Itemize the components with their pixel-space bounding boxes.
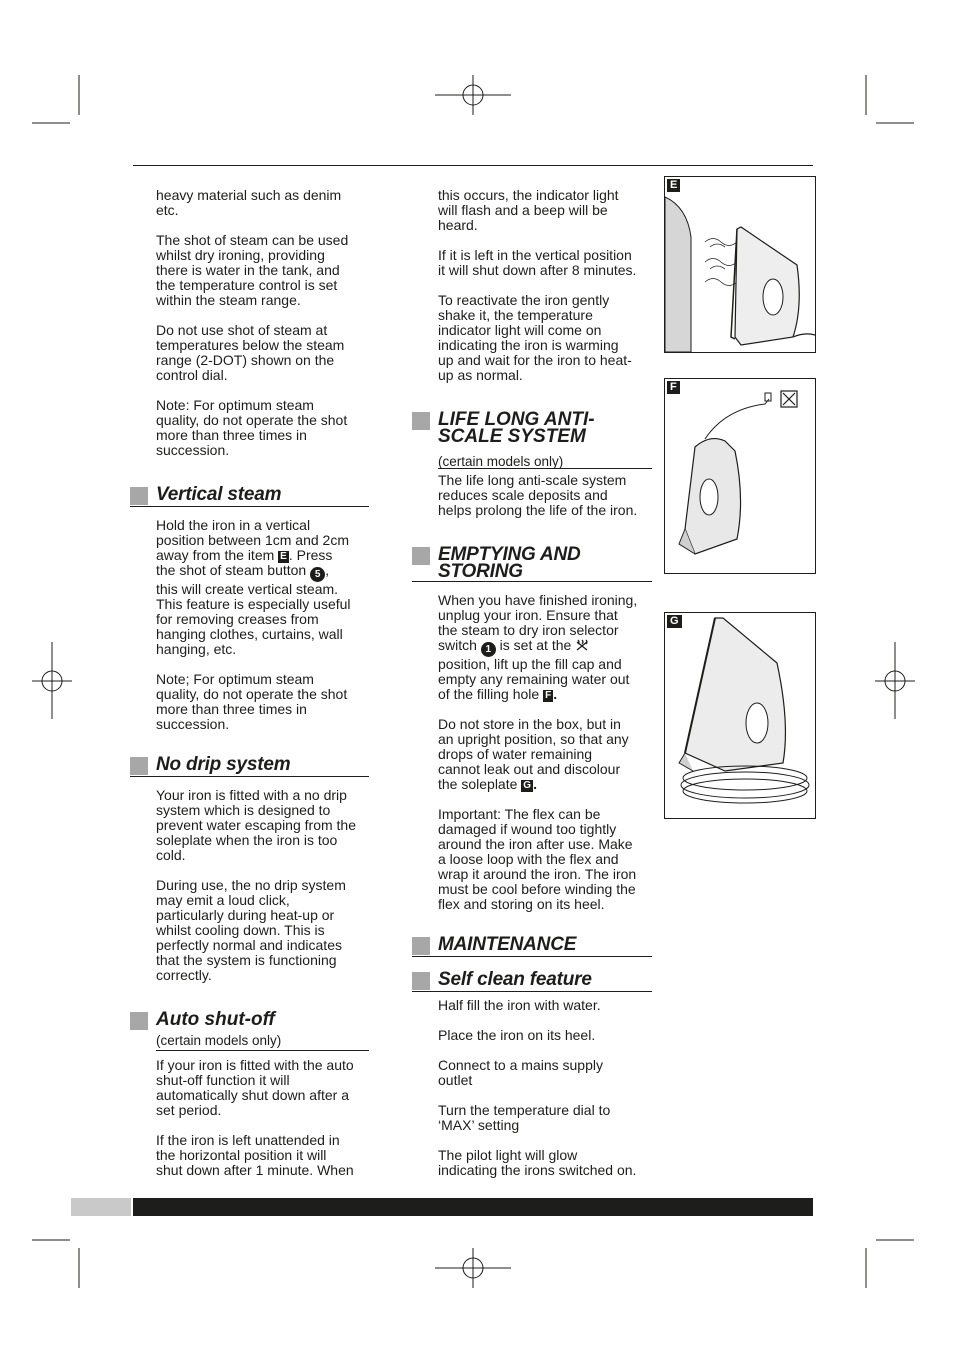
iron-emptying-illustration <box>665 379 815 573</box>
paragraph: The pilot light will glow indicating the irons switched on. <box>438 1147 637 1178</box>
paragraph: The shot of steam can be used whilst dry ironing, providing there is water in the tank, and the temperature control is set within the steam range. <box>156 232 349 308</box>
vertical-steam-body <box>156 518 372 747</box>
paragraph: If it is left in the vertical position it will shut down after 8 minutes. <box>438 247 637 278</box>
paragraph <box>438 717 654 792</box>
paragraph: this occurs, the indicator light will flash and a beep will be heard. <box>438 187 619 233</box>
section-title: EMPTYING AND STORING <box>438 544 581 582</box>
emptying-body <box>438 593 654 927</box>
column-2-intro <box>438 188 654 398</box>
column-1-intro <box>156 188 372 473</box>
heading-auto-shutoff <box>130 1011 369 1030</box>
paragraph: Turn the temperature dial to ‘MAX’ setting <box>438 1102 611 1133</box>
auto-shutoff-subtitle: (certain models only) <box>156 1033 369 1051</box>
figure-f <box>664 378 816 574</box>
paragraph <box>438 593 654 702</box>
paragraph: If your iron is fitted with the auto shut-off function it will automatically shut down after a set period. <box>156 1057 354 1118</box>
heading-vertical-steam <box>130 486 369 507</box>
figure-ref-e: E <box>280 551 287 562</box>
figure-ref-g: G <box>523 780 532 791</box>
paragraph <box>156 518 372 657</box>
button-number-5: 5 <box>310 567 325 582</box>
antiscale-body <box>438 473 654 533</box>
heading-marker <box>412 972 430 990</box>
heading-marker <box>130 487 148 505</box>
text-run: When you have finished ironing, unplug your iron. Ensure that the steam to dry iron selector switch <box>438 592 638 653</box>
paragraph: Place the iron on its heel. <box>438 1027 596 1043</box>
antiscale-subtitle: (certain models only) <box>438 454 652 469</box>
figure-label: G <box>667 615 682 628</box>
heading-marker <box>412 412 430 430</box>
paragraph: Connect to a mains supply outlet <box>438 1057 603 1088</box>
paragraph: Important: The flex can be damaged if wound too tightly around the iron after use. Make a loose loop with the flex and wrap it around the iron. The iron must be cool before winding the flex and storing on its heel. <box>438 806 637 912</box>
figure-e <box>664 176 816 353</box>
text-run: Do not store in the box, but in an upright position, so that any drops of water remaining cannot leak out and discolour the soleplate <box>438 716 629 792</box>
text-run: . Press the shot of steam button <box>156 547 333 578</box>
text-run: is set at the <box>495 637 576 653</box>
figure-g <box>664 612 816 819</box>
paragraph: Do not use shot of steam at temperatures below the steam range (2-DOT) shown on the control dial. <box>156 322 345 383</box>
heading-marker <box>412 547 430 565</box>
section-title: MAINTENANCE <box>438 934 577 955</box>
paragraph: The life long anti-scale system reduces scale deposits and helps prolong the life of the iron. <box>438 472 638 518</box>
heading-antiscale <box>412 411 652 445</box>
section-title: No drip system <box>156 754 291 775</box>
no-drip-body <box>156 788 372 998</box>
figure-ref-f: F <box>545 690 552 701</box>
auto-shutoff-body <box>156 1058 372 1193</box>
heading-self-clean <box>412 971 652 992</box>
iron-storing-illustration <box>665 613 815 818</box>
figure-label: F <box>667 381 680 394</box>
period: . <box>553 686 558 702</box>
paragraph: Note: For optimum steam quality, do not operate the shot more than three times in succession. <box>156 397 348 458</box>
heading-marker <box>130 1012 148 1030</box>
section-title: LIFE LONG ANTI- SCALE SYSTEM <box>438 409 595 447</box>
steam-off-icon <box>575 638 589 652</box>
text-run: Hold the iron in a vertical position between 1cm and 2cm away from the item <box>156 517 349 563</box>
section-title: Auto shut-off <box>156 1009 275 1030</box>
paragraph: During use, the no drip system may emit a loud click, particularly during heat-up or whilst cooling down. This is perfectly normal and indicates that the system is functioning correctly. <box>156 877 346 983</box>
paragraph: To reactivate the iron gently shake it, the temperature indicator light will come on indicating the iron is warming up and wait for the iron to heat- up as normal. <box>438 292 632 383</box>
paragraph: Your iron is fitted with a no drip system which is designed to prevent water escaping from the soleplate when the iron is too cold. <box>156 787 356 863</box>
section-title: Self clean feature <box>438 969 592 990</box>
text-run: , this will create vertical steam. This feature is especially useful for removing creases from hanging clothes, curtains, wall hanging, etc. <box>156 562 351 657</box>
self-clean-body <box>438 998 654 1193</box>
period: . <box>533 776 537 792</box>
heading-marker <box>412 937 430 955</box>
section-title: Vertical steam <box>156 484 282 505</box>
heading-no-drip <box>130 756 369 777</box>
switch-number-1: 1 <box>481 642 496 657</box>
paragraph: Note; For optimum steam quality, do not operate the shot more than three times in succession. <box>156 671 348 732</box>
heading-emptying <box>412 546 652 582</box>
paragraph: Half fill the iron with water. <box>438 997 601 1013</box>
paragraph: heavy material such as denim etc. <box>156 187 342 218</box>
heading-maintenance <box>412 936 652 957</box>
figure-label: E <box>667 179 680 192</box>
paragraph: If the iron is left unattended in the horizontal position it will shut down after 1 minute. When <box>156 1132 354 1178</box>
heading-marker <box>130 757 148 775</box>
text-run: position, lift up the fill cap and empty any remaining water out of the filling hole <box>438 656 630 702</box>
iron-vertical-steam-illustration <box>665 177 815 352</box>
